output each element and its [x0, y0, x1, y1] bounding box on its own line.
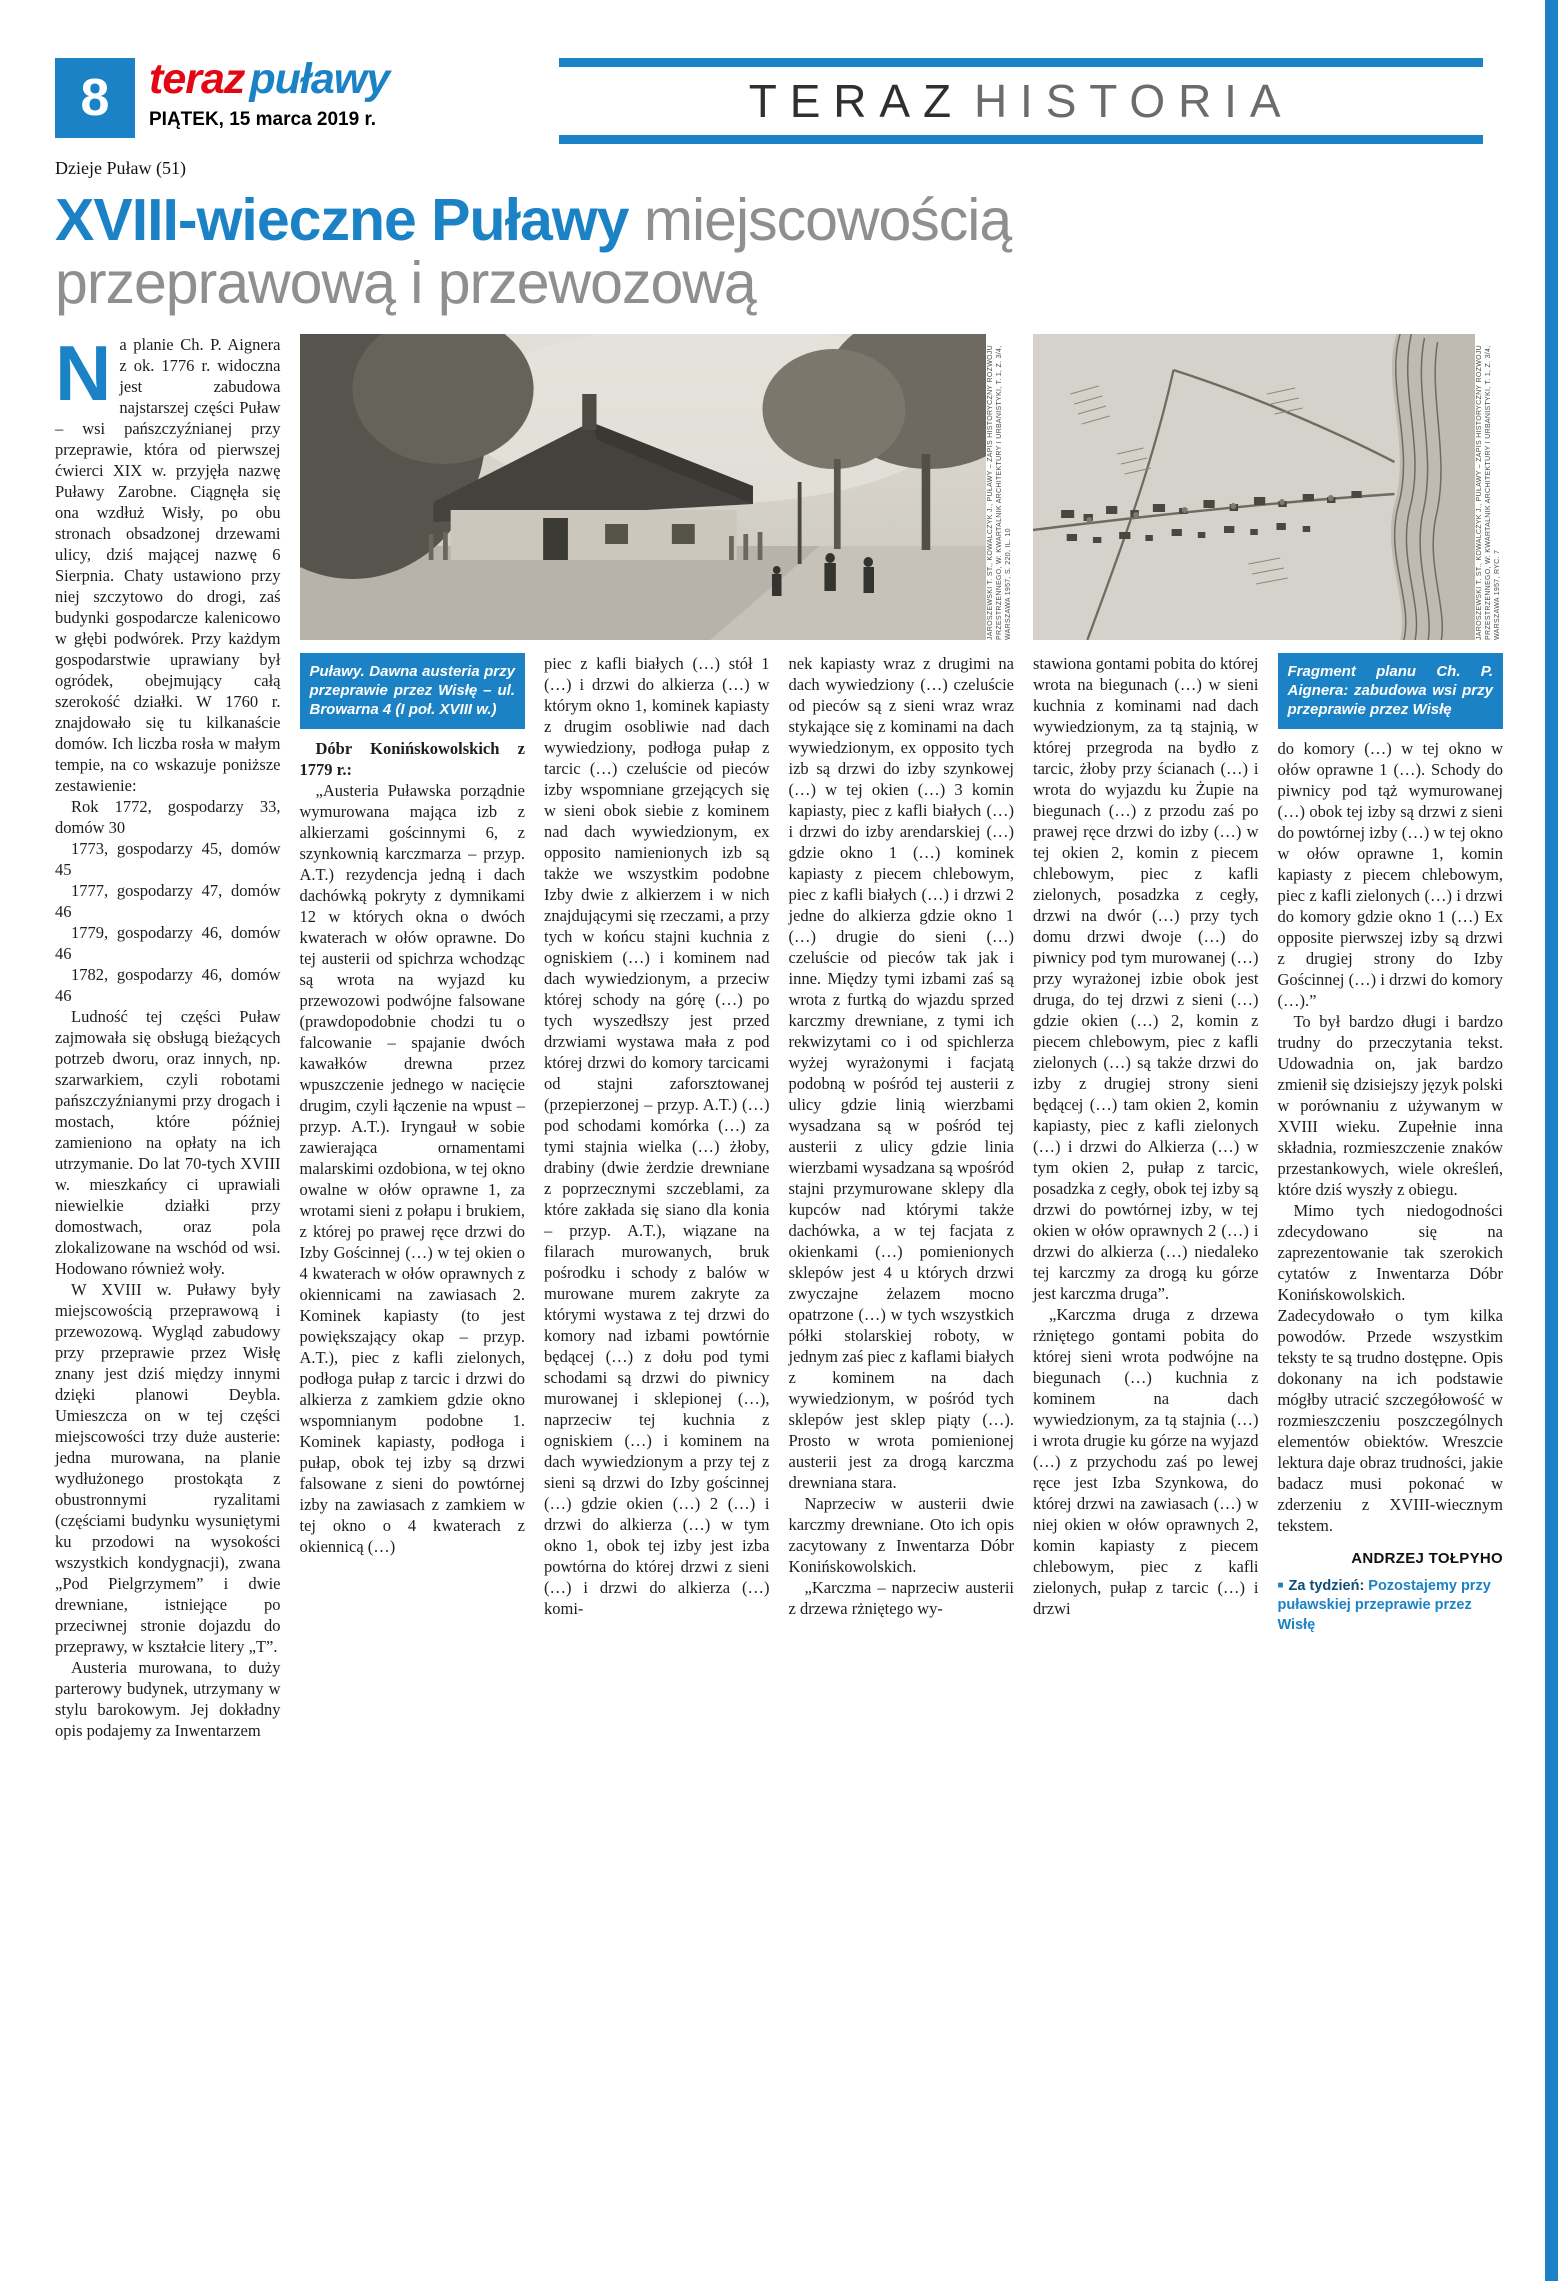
photo-credit-strip — [986, 334, 1014, 640]
map-credit: JAROSZEWSKI T. ST., KOWALCZYK J., PUŁAWY – ZAPIS HISTORYCZNY ROZWOJU PRZESTRZENNEGO, W: KWARTALNIK ARCHITEKTURY I URBANISTYKI, T. 1, Z. 3/4, WARSZAWA 1957, RYC. 7 — [1476, 345, 1501, 641]
paragraph-bold: Dóbr Konińskowolskich z 1779 r.: — [299, 738, 525, 779]
paragraph: piec z kafli białych (…) stół 1 (…) i drzwi do alkierza (…) w którym okno 1, kominek kapiasty z drugim osobliwie nad dach wywiedziony, podłoga pułap z tarcic (…) czeluście od pieców izby wspomniane grzejących się w sieni obok siebie z kominem nad dach wywiedzionym, ex opposito namienionych izb są także we wszystkim podobne Izby dwie z alkierzem i w nich znajdującymi się rzeczami, a przy tych w końcu stajni kuchnia z ogniskiem (…) i kominem nad dach wywiedzionym, a przeciw której schody na górę (…) po tych wyszedłszy jest przed drzwiami wystawa mała z pod której drzwi do komory tarcicami od stajni zaforsztowanej (przepierzonej – przyp. A.T.) (…) pod schodami komórka (…) za tymi stajnia wielka (…) żłoby, drabiny (dwie żerdzie drewniane z poprzecznymi szczeblami, za które zakłada się siano dla konia – przyp. A.T.), wiązane na filarach murowanych, bruk pośrodku i schody z balów w murowane murem zakryte za którymi wystawa z tej drzwi do komory nad izbami powtórnie będącej (…) z dołu pod tymi schodami są drzwi do piwnicy murowanej i sklepionej (…), naprzeciw tej kuchnia z ogniskiem (…) i kominem na dach wywiedzionym a przy tej z sieni są drzwi do Izby gościnnej (…) gdzie okien (…) 2 (…) i drzwi do alkierza (…) w tym okno 1, obok tej izby jest izba powtórna do której drzwi z sieni (…) i drzwi do alkierza (…) komi- — [544, 654, 770, 1619]
text-column-2 — [300, 653, 526, 1741]
paragraph: Ludność tej części Puław zajmowała się obsługą bieżących potrzeb dworu, oraz innych, np. szarwarkiem, czyli robotami pańszczyźnianymi przy drogach i mostach, które później zamieniono na opłaty na ich utrzymanie. Do lat 70-tych XVIII w. mieszkańcy ci uprawiali niewielkie działki przy domostwach, oraz pola zlokalizowane na wschód od wsi. Hodowano również woły. — [55, 1007, 281, 1279]
headline — [55, 189, 1503, 314]
photo-caption: Puławy. Dawna austeria przy przeprawie przez Wisłę – ul. Browarna 4 (I poł. XVIII w.) — [300, 653, 526, 729]
paragraph: nek kapiasty wraz z drugimi na dach wywiedziony (…) czeluście od pieców są z sieni wraz wraz stykające się z kominami na dach wywiedzionym, ex opposito tych izb są drzwi do izby szynkowej (…) w tej okien (…) 3 komin kapiasty, piec z kafli białych (…) i drzwi do izby arendarskiej (…) gdzie okno 1 (…) kominek kapiasty z piecem chlebowym, piec z kafli białych (…) i drzwi 2 jedne do alkierza gdzie okno 1 (…) drugie do sieni (…) czeluście od pieców tak jak i inne. Między tymi izbami zaś są wrota z furtką do wjazdu sprzed karczmy drewniane, z tymi ich rekwizytami co i od spichlerza wyżej wyrażonymi i facjatą podobną w pośród tej austerii z ulicy gdzie linią wierzbami wysadzana są w pośród tej austerii z ulicy gdzie linia wierzbami wysadzana są wpośród stajni przymurowane sklepy dla kupców nad którymi także dachówka, a w tej facjata z okienkami (…) pomienionych sklepów jest 4 u których drzwi zwyczajne żelazem mocno opatrzone (…) w tych wszystkich półki stolarskiej roboty, w jednym zaś piec z kaflami białych z kominem na dach wywiedzionym, w pośród tych sklepów jest sklep piąty (…). Prosto w wrota pomienionej austerii jest za drogą karczma drewniana stara. — [788, 654, 1014, 1493]
page-number: 8 — [55, 58, 135, 138]
stat-line: 1773, gospodarzy 45, domów 45 — [55, 839, 281, 880]
logo-word-teraz: teraz — [149, 55, 245, 103]
next-week-text: Pozostajemy przy puławskiej przeprawie przez Wisłę — [1277, 1577, 1491, 1633]
headline-gray-part: miejscowością — [628, 187, 1012, 253]
headline-line2: przeprawową i przewozową — [55, 249, 756, 316]
paragraph: W XVIII w. Puławy były miejscowością przeprawową i przewozową. Wygląd zabudowy przy przeprawie przez Wisłę znany jest dziś między innymi dzięki planowi Deybla. Umieszcza on w tej części miejscowości trzy duże austerie: jedna murowana, na planie wydłużonego prostokąta z obustronnymi ryzalitami (częściami budynku wysuniętymi ku przodowi na wysokości wszystkich kondygnacji), zwana „Pod Pielgrzymem” i dwie drewniane, istniejące po przeciwnej stronie dojazdu do przeprawy, w kształcie litery „T”. — [55, 1280, 281, 1657]
paragraph: stawiona gontami pobita do której wrota na biegunach (…) w sieni kuchnia z kominami nad dach wywiedzionym, za tą stajnią, w której przegroda na bydło z tarcic, żłoby przy ścianach (…) i wrota do wyjazdu ku Żupie na biegunach (…) z przodu zaś po prawej ręce drzwi do izby (…) w tej okien 2, komin z piecem chlebowym, piec z kafli zielonych, posadzka z cegły, drzwi na dwór (…) przy tych domu drzwi dwoje (…) do piwnicy pod tym murowanej (…) przy wyrażonej izbie obok jest druga, do tej drzwi z sieni (…) gdzie okien (…) 2, komin z piecem chlebowym, piec z kafli zielonych (…) są także drzwi do izby z drugiej strony sieni będącej (…) tam okien 2, komin kapiasty, piec z kafli zielonych (…) i drzwi do Alkierza (…) w tym okien 2, pułap z tarcic, posadzka z cegły, obok tej izby są drzwi do powtórnej izby, w tej okien w ołów oprawnych 2 (…) i drzwi do alkierza (…) niedaleko tej karczmy za drogą ku górze jest karczma druga”. — [1033, 654, 1259, 1304]
paragraph: Austeria murowana, to duży parterowy budynek, utrzymany w stylu barokowym. Jej dokładny opis podajemy za Inwentarzem — [55, 1658, 281, 1741]
masthead — [55, 55, 1483, 144]
paragraph: To był bardzo długi i bardzo trudny do przeczytania tekst. Udowadnia on, jak bardzo zmienił się dzisiejszy język polski w porównaniu z używanym w XVIII wieku. Zupełnie inna składnia, rozmieszczenie znaków przestankowych, wiele określeń, które dziś wyszły z obiegu. — [1277, 1011, 1503, 1199]
page-edge-bar — [1545, 0, 1558, 2281]
photo-credit: JAROSZEWSKI T. ST., KOWALCZYK J., PUŁAWY – ZAPIS HISTORYCZNY ROZWOJU PRZESTRZENNEGO, W: KWARTALNIK ARCHITEKTURY I URBANISTYKI, T. 1, Z. 3/4, WARSZAWA 1957, S. 220, IL. 10 — [987, 345, 1012, 641]
stat-line: 1779, gospodarzy 46, domów 46 — [55, 923, 281, 964]
logo-word-pulawy: puławy — [249, 55, 390, 103]
section-word-teraz: TERAZ — [748, 75, 964, 127]
newspaper-brand — [149, 55, 390, 144]
text-column-4 — [789, 653, 1015, 1741]
stat-line: 1782, gospodarzy 46, domów 46 — [55, 965, 281, 1006]
paragraph: do komory (…) w tej okno w ołów oprawne 1 (…). Schody do piwnicy pod tąż wymurowanej (…) obok tej izby są drzwi z sieni do powtórnej izby (…) w tej okno w ołów oprawne 1, komin kapiasty z piecem chlebowym, piec z kafli zielonych (…) i drzwi do komory gdzie okno 1 (…) Ex opposite pierwszej izby są drzwi z drugiej strony do Izby Gościnnej (…) i drzwi do komory (…).” — [1277, 738, 1503, 1010]
stat-line: Rok 1772, gospodarzy 33, domów 30 — [55, 797, 281, 838]
aigner-plan-figure — [1033, 334, 1503, 640]
paragraph-text: a planie Ch. P. Aignera z ok. 1776 r. widoczna jest zabudowa najstarszej części Puław – wsi pańszczyźnianej przy przeprawie, która od pierwszej ćwierci XIX w. przyjęła nazwę Puławy Zarobne. Ciągnęła się ona wzdłuż Wisły, po obu stronach obsadzonej drzewami ulicy, dziś mającej nazwę 6 Sierpnia. Chaty ustawiono przy niej szczytowo do drogi, zaś budynki gospodarcze kalenicowo w głębi podwórek. Przy każdym gospodarstwie uprawiany był ogródek, obejmujący całą szerokość działki. W 1760 r. znajdowało się tu kilkanaście domów. Ich liczba rosła w małym tempie, na co wskazuje poniższe zestawienie: — [55, 335, 281, 796]
map-caption: Fragment planu Ch. P. Aignera: zabudowa wsi przy przeprawie przez Wisłę — [1278, 653, 1504, 729]
austeria-photo-image — [300, 334, 987, 640]
austeria-photo-figure — [300, 334, 1015, 640]
section-rule-bottom — [559, 135, 1483, 144]
next-week-note — [1278, 1577, 1504, 1636]
aigner-plan-image — [1033, 334, 1475, 640]
paragraph: „Austeria Puławska porządnie wymurowana mająca izb z alkierzami gościnnymi 6, z szynkownią karczmarza – przyp. A.T.) rezydencja jedną i dach dachówką pokryty z dymnikami 12 w których okna o dwóch kwaterach w ołów oprawne. Do tej austerii od spichrza wchodząc są wrota na wyjazd ku przewozowi podwójne falsowane (prawdopodobnie chodzi tu o falcowanie – spajanie dwóch kawałków drewna przez wpuszczenie jednego w nacięcie drugim, czyli łączenie na wpust – przyp. A.T.). Iryngauł w sobie zawierająca ornamentami malarskimi ozdobiona, w tej okno owalne w ołów oprawne 1, za wrotami sieni z połapu i brukiem, z której po prawej ręce drzwi do Izby Gościnnej (…) w tej okien o 4 kwaterach w ołów oprawnych z okiennicami na zawiasach 2. Kominek kapiasty (to jest powiększający okap – przyp. A.T.), piec z kafli zielonych, podłoga pułap z tarcic i drzwi do alkierza z zamkiem gdzie okno wspomnianym podobne 1. Kominek kapiasty, podłoga i pułap, obok tej izby są drzwi falsowane z sieni do powtórnej izby na zawiasach z zamkiem w tej okno o 4 kwaterach z okiennicą (…) — [299, 780, 525, 1556]
paragraph: „Karczma druga z drzewa rżniętego gontami pobita do której sieni wrota podwójne na biegunach (…) kuchnia z kominem na dach wywiedzionym, za tą stajnia (…) i wrota drugie ku górze na wyjazd (…) z przychodu zaś po lewej ręce jest Izba Szynkowa, do której drzwi na zawiasach (…) w niej okien w ołów oprawnych 2, komin kapiasty z piecem chlebowym, piec z kafli zielonych, pułap z tarcic (…) i drzwi — [1033, 1305, 1259, 1619]
article-body — [55, 329, 1503, 1741]
section-word-historia: HISTORIA — [973, 75, 1294, 127]
next-week-label: Za tydzień: — [1288, 1577, 1365, 1594]
river — [1391, 334, 1475, 640]
map-credit-strip — [1475, 334, 1503, 640]
bullet-square-icon: ■ — [1277, 1579, 1284, 1591]
author-byline: ANDRZEJ TOŁPYHO — [1351, 1549, 1503, 1567]
kicker: Dzieje Puław (51) — [55, 158, 186, 178]
section-rule-top — [559, 58, 1483, 67]
paragraph: Naprzeciw w austerii dwie karczmy drewniane. Oto ich opis zacytowany z Inwentarza Dóbr Konińskowolskich. — [788, 1494, 1014, 1577]
drop-cap: N — [55, 329, 112, 418]
text-column-1 — [55, 329, 281, 1741]
section-title — [559, 74, 1483, 128]
text-column-6 — [1278, 653, 1504, 1741]
text-column-5 — [1033, 653, 1259, 1741]
article-content — [55, 158, 1503, 1741]
paragraph — [55, 329, 281, 796]
issue-date: PIĄTEK, 15 marca 2019 r. — [149, 109, 377, 130]
paragraph: Mimo tych niedogodności zdecydowano się na zaprezentowanie tak szerokich cytatów z Inwentarza Dóbr Konińskowolskich. Zadecydowało o tym kilka powodów. Przede wszystkim teksty te są trudno dostępne. Opis dokonany na ich podstawie mógłby utracić szczegółowość w rozmieszczeniu poszczególnych elementów obiektów. Wreszcie lektura daje obraz trudności, jakie badacz musi pokonać w zderzeniu z XVIII-wiecznym tekstem. — [1277, 1200, 1503, 1535]
paragraph: „Karczma – naprzeciw austerii z drzewa rżniętego wy- — [788, 1578, 1014, 1619]
text-column-3 — [544, 653, 770, 1741]
newspaper-logo — [149, 55, 390, 103]
headline-accent: XVIII-wieczne Puławy — [55, 187, 629, 253]
stat-line: 1777, gospodarzy 47, domów 46 — [55, 881, 281, 922]
section-header — [559, 58, 1483, 144]
